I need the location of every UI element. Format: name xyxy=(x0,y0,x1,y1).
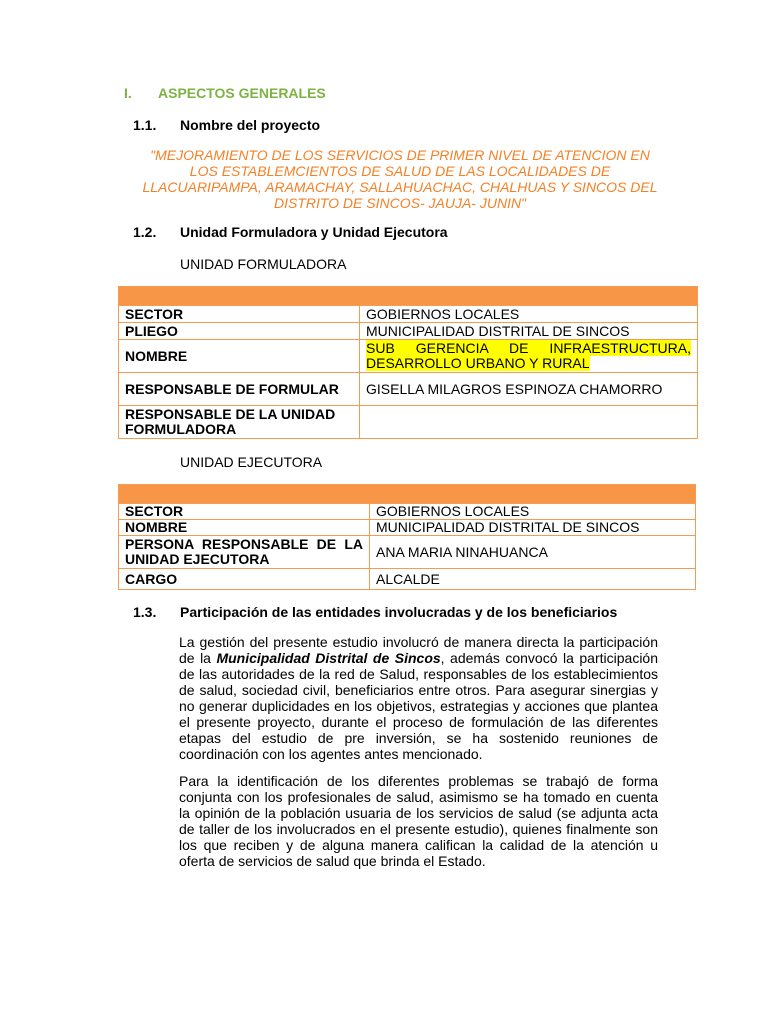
table-value: MUNICIPALIDAD DISTRITAL DE SINCOS xyxy=(360,323,698,340)
table-value: GOBIERNOS LOCALES xyxy=(360,306,698,323)
subsection-number: 1.2. xyxy=(133,224,157,240)
subsection-title: Unidad Formuladora y Unidad Ejecutora xyxy=(180,224,448,240)
project-name: "MEJORAMIENTO DE LOS SERVICIOS DE PRIMER NIVEL DE ATENCION EN LOS ESTABLEMCIENTOS DE SALUD DE LAS LOCALIDADES DE LLACUARIPAMPA, ARAMACHAY, SALLAHUACHAC, CHALHUAS Y SINCOS DEL DISTRITO DE SINCOS- JAUJA- JUNIN" xyxy=(142,147,658,211)
table-row xyxy=(119,306,698,323)
table-key: PERSONA RESPONSABLE DE LA UNIDAD EJECUTORA xyxy=(119,536,370,569)
paragraph-text: , además convocó la participación de las autoridades de la red de Salud, responsables de los establecimientos de salud, sociedad civil, beneficiarios entre otros. Para asegurar sinergias y no generar duplicidades en los objetivos, estrategias y acciones que plantea el presente proyecto, durante el proceso de formulación de las diferentes etapas del estudio de pre inversión, se ha sostenido reuniones de coordinación con los agentes antes mencionado. xyxy=(179,650,658,762)
table-key: NOMBRE xyxy=(119,340,360,373)
table-row xyxy=(119,406,698,439)
unidad-formuladora-table xyxy=(118,286,698,439)
table-value xyxy=(360,406,698,439)
table-value xyxy=(360,340,698,373)
table-row xyxy=(119,504,696,520)
table-row xyxy=(119,536,696,569)
table-value: GISELLA MILAGROS ESPINOZA CHAMORRO xyxy=(360,373,698,406)
table-key: SECTOR xyxy=(119,306,360,323)
paragraph-text: La gestión del presente estudio involucró de manera directa la participación de la xyxy=(179,634,658,666)
table-key: PLIEGO xyxy=(119,323,360,340)
subsection-title: Nombre del proyecto xyxy=(180,117,321,133)
table-key: SECTOR xyxy=(119,504,370,520)
table-header-row xyxy=(119,287,698,306)
unidad-ejecutora-table xyxy=(118,484,696,590)
table-value: ANA MARIA NINAHUANCA xyxy=(370,536,696,569)
section-title: ASPECTOS GENERALES xyxy=(158,85,326,101)
table-key: RESPONSABLE DE LA UNIDAD FORMULADORA xyxy=(119,406,360,439)
section-heading xyxy=(124,85,326,101)
unidad-formuladora-label: UNIDAD FORMULADORA xyxy=(180,256,347,272)
table-row xyxy=(119,520,696,536)
table-header-row xyxy=(119,485,696,504)
highlighted-value: SUB GERENCIA DE INFRAESTRUCTURA, DESARROLLO URBANO Y RURAL xyxy=(366,340,691,371)
table-key: CARGO xyxy=(119,569,370,590)
subsection-title: Participación de las entidades involucradas y de los beneficiarios xyxy=(180,604,618,620)
table-value: MUNICIPALIDAD DISTRITAL DE SINCOS xyxy=(370,520,696,536)
section-number: I. xyxy=(124,85,132,101)
paragraph-emphasis: Municipalidad Distrital de Sincos xyxy=(216,650,441,666)
table-row xyxy=(119,323,698,340)
subsection-number: 1.1. xyxy=(133,117,157,133)
subsection-number: 1.3. xyxy=(133,604,157,620)
table-value: ALCALDE xyxy=(370,569,696,590)
table-key: RESPONSABLE DE FORMULAR xyxy=(119,373,360,406)
table-row xyxy=(119,373,698,406)
table-key: NOMBRE xyxy=(119,520,370,536)
unidad-ejecutora-label: UNIDAD EJECUTORA xyxy=(180,454,323,470)
table-row xyxy=(119,340,698,373)
table-row xyxy=(119,569,696,590)
paragraph-participacion xyxy=(179,634,658,762)
table-value: GOBIERNOS LOCALES xyxy=(370,504,696,520)
paragraph-identificacion: Para la identificación de los diferentes problemas se trabajó de forma conjunta con los profesionales de salud, asimismo se ha tomado en cuenta la opinión de la población usuaria de los servicios de salud (se adjunta acta de taller de los involucrados en el presente estudio), quienes finalmente son los que reciben y de alguna manera califican la calidad de la atención u oferta de servicios de salud que brinda el Estado. xyxy=(179,773,658,869)
